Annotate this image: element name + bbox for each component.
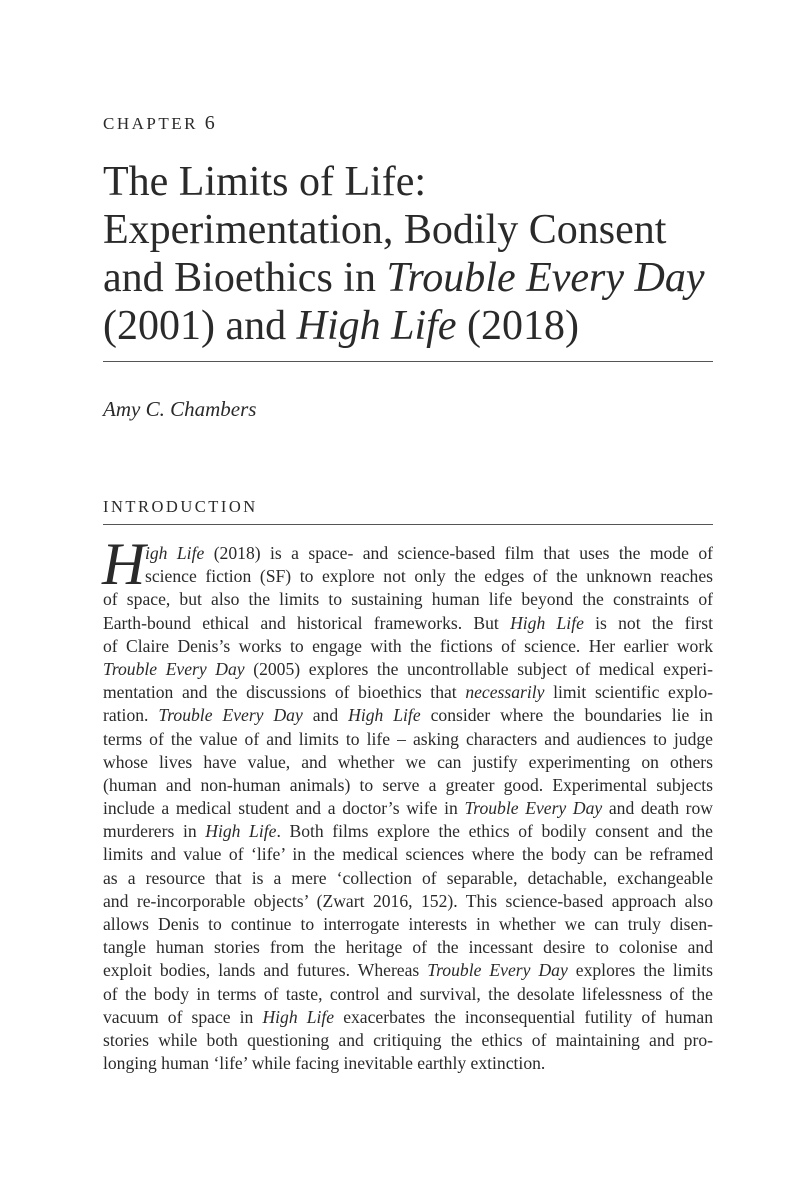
text-run: consider where the boundaries lie in xyxy=(420,705,713,726)
text-run: limits and value of ‘life’ in the medical sciences where the body can be reframed xyxy=(103,844,713,865)
italic-title: High Life xyxy=(348,705,421,726)
paragraph-line xyxy=(103,704,713,727)
text-run: science fiction (SF) to explore not only the edges of the unknown reaches xyxy=(145,566,713,587)
chapter-title xyxy=(103,158,715,350)
text-run: . Both films explore the ethics of bodily consent and the xyxy=(276,821,713,842)
text-run: (human and non-human animals) to serve a greater good. Experimental subjects xyxy=(103,774,713,795)
chapter-label xyxy=(103,112,215,135)
text-run: stories while both questioning and critiquing the ethics of maintaining and pro- xyxy=(103,1029,713,1050)
text-run: as a resource that is a mere ‘collection of separable, detachable, exchangeable xyxy=(103,867,713,888)
text-run: tangle human stories from the heritage of the incessant desire to colonise and xyxy=(103,937,713,958)
text-run: terms of the value of and limits to life – asking characters and audiences to judge xyxy=(103,728,713,749)
italic-title: Trouble Every Day xyxy=(464,798,603,819)
section-heading: INTRODUCTION xyxy=(103,497,258,516)
paragraph-line xyxy=(103,728,713,751)
paragraph-line xyxy=(103,820,713,843)
title-film-high-life: High Life xyxy=(296,303,457,349)
paragraph-line xyxy=(103,936,713,959)
text-run: and re-incorporable objects’ (Zwart 2016, 152). This science-based approach also xyxy=(103,890,713,911)
text-run: and death row xyxy=(602,798,713,819)
text-run: murderers in xyxy=(103,821,206,842)
title-film-trouble-every-day: Trouble Every Day xyxy=(386,255,705,301)
chapter-word: CHAPTER xyxy=(103,114,198,133)
paragraph-line xyxy=(103,681,713,704)
paragraph-line xyxy=(103,867,713,890)
body-paragraph xyxy=(102,531,714,1075)
italic-title: High Life xyxy=(510,612,584,633)
title-line-3-prefix: and Bioethics in xyxy=(103,255,387,301)
title-divider xyxy=(103,361,713,362)
paragraph-line xyxy=(103,1029,713,1052)
title-line-1: The Limits of Life: xyxy=(103,159,427,205)
text-run: and xyxy=(302,705,349,726)
text-run: exacerbates the inconsequential futility of human xyxy=(334,1006,714,1027)
title-line-4-prefix: (2001) and xyxy=(103,303,297,349)
text-run: whose lives have value, and whether we can justify experimenting on others xyxy=(103,751,713,772)
text-run: of the body in terms of taste, control and survival, the desolate lifelessness of the xyxy=(103,983,713,1004)
italic-title: Trouble Every Day xyxy=(427,960,568,981)
text-run: limit scientific explo- xyxy=(544,682,713,703)
paragraph-line xyxy=(103,751,713,774)
paragraph-line xyxy=(103,588,713,611)
paragraph-line xyxy=(103,913,713,936)
paragraph-line xyxy=(103,658,713,681)
italic-title: necessarily xyxy=(465,682,545,703)
text-run: longing human ‘life’ while facing inevitable earthly extinction. xyxy=(103,1053,546,1074)
section-divider xyxy=(103,524,713,525)
title-line-4-suffix: (2018) xyxy=(456,303,579,349)
paragraph-line xyxy=(103,983,713,1006)
text-run: exploit bodies, lands and futures. Whereas xyxy=(103,960,428,981)
paragraph-line xyxy=(103,797,713,820)
chapter-number: 6 xyxy=(204,112,215,134)
italic-title: High Life xyxy=(205,821,277,842)
paragraph-line xyxy=(103,612,713,635)
text-run: is not the first xyxy=(583,612,713,633)
paragraph-line xyxy=(103,1052,713,1075)
italic-title: High Life xyxy=(262,1006,335,1027)
italic-title: igh Life xyxy=(145,543,205,563)
text-run: ration. xyxy=(103,705,159,726)
text-run: allows Denis to continue to interrogate interests in whether we can truly disen- xyxy=(103,914,713,934)
text-run: of space, but also the limits to sustaining human life beyond the constraints of xyxy=(103,589,713,610)
paragraph-line xyxy=(103,1006,713,1029)
italic-title: Trouble Every Day xyxy=(103,658,245,679)
paragraph-line xyxy=(103,959,713,982)
italic-title: Trouble Every Day xyxy=(158,705,303,726)
text-run: vacuum of space in xyxy=(103,1006,263,1027)
text-run: include a medical student and a doctor’s wife in xyxy=(103,798,465,819)
text-run: of Claire Denis’s works to engage with the fictions of science. Her earlier work xyxy=(103,635,713,656)
text-run: explores the limits xyxy=(567,960,713,981)
text-run: mentation and the discussions of bioethics that xyxy=(103,682,466,703)
paragraph-line xyxy=(103,565,713,588)
book-page xyxy=(103,0,713,1200)
paragraph-line xyxy=(103,635,713,658)
author-name: Amy C. Chambers xyxy=(103,397,257,421)
paragraph-line xyxy=(103,774,713,797)
text-run: (2018) is a space- and science-based film that uses the mode of xyxy=(204,543,713,563)
text-run: Earth-bound ethical and historical frameworks. But xyxy=(103,612,511,633)
drop-cap: H xyxy=(102,531,146,597)
paragraph-line xyxy=(103,890,713,913)
text-run: (2005) explores the uncontrollable subject of medical experi- xyxy=(244,658,713,679)
paragraph-line xyxy=(103,843,713,866)
title-line-2: Experimentation, Bodily Consent xyxy=(103,207,667,253)
paragraph-line xyxy=(103,542,713,565)
